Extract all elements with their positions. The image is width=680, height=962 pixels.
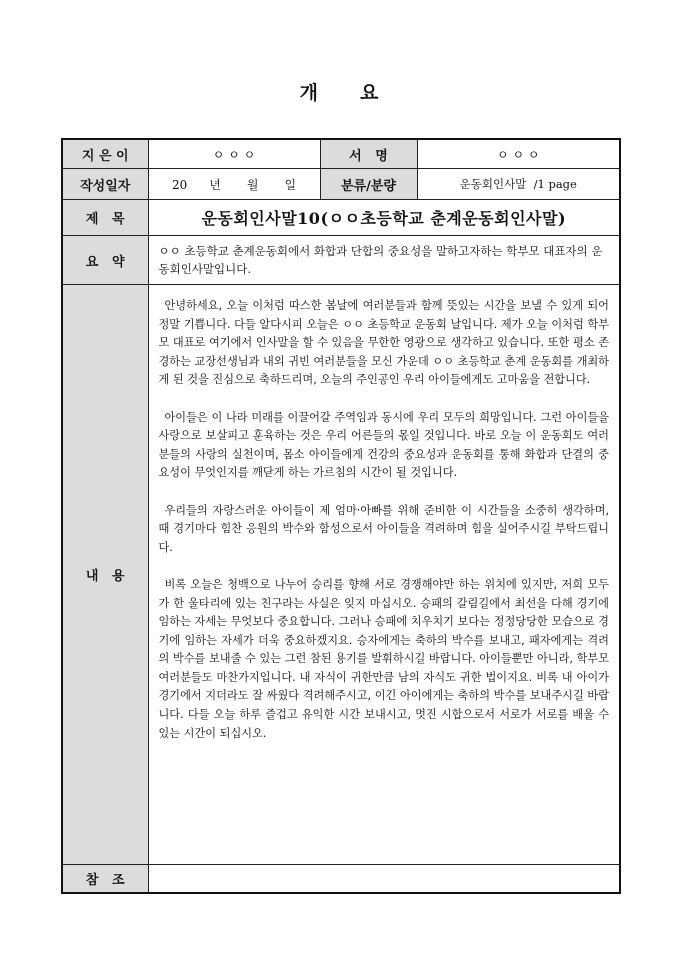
reference-value xyxy=(148,865,620,894)
summary-label: 요 약 xyxy=(62,236,148,285)
summary-value: ㅇㅇ 초등학교 춘계운동회에서 화합과 단합의 중요성을 말하고자하는 학부모 대표자의 운동회인사말입니다. xyxy=(148,236,620,285)
content-body xyxy=(148,285,620,865)
author-label: 지 은 이 xyxy=(62,139,148,169)
overview-table xyxy=(61,138,621,894)
signature-value: ㅇ ㅇ ㅇ xyxy=(417,139,620,169)
subject-label: 제 목 xyxy=(62,200,148,236)
date-month-unit: 월 xyxy=(246,177,259,192)
author-value: ㅇ ㅇ ㅇ xyxy=(148,139,320,169)
page-title xyxy=(0,78,680,105)
reference-label: 참 조 xyxy=(62,865,148,894)
content-paragraph-2: 아이들은 이 나라 미래를 이끌어갈 주역임과 동시에 우리 모두의 희망입니다. 그런 아이들을 사랑으로 보살피고 훈육하는 것은 우리 어른들의 몫일 것입니다. 바로 오늘 이 운동회도 여러분들의 사랑의 실천이며, 몸소 아이들에게 건강의 중요성과 운동회를 통해 화합과 단결의 중요성이 무엇인지를 깨닫게 하는 가르침의 시간이 될 것입니다. xyxy=(158,410,609,480)
subject-row xyxy=(62,200,620,236)
subject-value: 운동회인사말10(ㅇㅇ초등학교 춘계운동회인사말) xyxy=(148,200,620,236)
date-day-unit: 일 xyxy=(284,177,297,192)
date-year-unit: 년 xyxy=(209,177,221,192)
page-title-part-2: 요 xyxy=(360,82,381,104)
date-year: 20 xyxy=(171,177,188,192)
category-label: 분류/분량 xyxy=(320,169,417,200)
summary-row xyxy=(62,236,620,285)
content-paragraph-4: 비록 오늘은 청백으로 나누어 승리를 향해 서로 경쟁해야만 하는 위치에 있지만, 저희 모두가 한 울타리에 있는 친구라는 사실은 잊지 마십시오. 승패의 갈림길에서 최선을 다해 경기에 임하는 자세는 무엇보다 중요합니다. 그러나 승패에 치우치기 보다는 정정당당한 모습으로 경기에 임하는 자세가 더욱 중요하겠지요. 승자에게는 축하의 박수를 보내고, 패자에게는 격려의 박수를 보내줄 수 있는 그런 참된 용기를 발휘하시길 바랍니다. 아이들뿐만 아니라, 학부모 여러분들도 마찬가지입니다. 내 자식이 귀한만큼 남의 자식도 귀한 법이지요. 비록 내 아이가 경기에서 지더라도 잘 싸웠다 격려해주시고, 이긴 아이에게는 축하의 박수를 보내주시길 바랍니다. 다들 오늘 하루 즐겁고 유익한 시간 보내시고, 멋진 시합으로서 서로가 서로를 배울 수 있는 시간이 되십시오. xyxy=(158,577,609,740)
page-title-part-1: 개 xyxy=(299,82,320,104)
signature-label: 서 명 xyxy=(320,139,417,169)
content-paragraph-3: 우리들의 자랑스러운 아이들이 제 엄마·아빠를 위해 준비한 이 시간들을 소중히 생각하며, 때 경기마다 힘찬 응원의 박수와 함성으로서 아이들을 격려하며 힘을 실어주시길 부탁드립니다. xyxy=(158,503,609,554)
category-value: 운동회인사말 /1 page xyxy=(417,169,620,200)
content-label: 내 용 xyxy=(62,285,148,865)
date-label: 작성일자 xyxy=(62,169,148,200)
author-row xyxy=(62,139,620,169)
content-row xyxy=(62,285,620,865)
reference-row xyxy=(62,865,620,894)
content-paragraph-1: 안녕하세요, 오늘 이처럼 따스한 봄날에 여러분들과 함께 뜻있는 시간을 보낼 수 있게 되어 정말 기쁩니다. 다들 알다시피 오늘은 ㅇㅇ 초등학교 운동회 날입니다. 제가 오늘 이처럼 학부모 대표로 여기에서 인사말을 할 수 있음을 무한한 영광으로 생각하고 있습니다. 또한 평소 존경하는 교장선생님과 내외 귀빈 여러분들을 모신 가운데 ㅇㅇ 초등학교 춘계 운동회를 개최하게 된 것을 진심으로 축하드리며, 오늘의 주인공인 우리 아이들에게도 고마움을 전합니다. xyxy=(158,299,609,387)
date-value xyxy=(148,169,320,200)
date-row xyxy=(62,169,620,200)
